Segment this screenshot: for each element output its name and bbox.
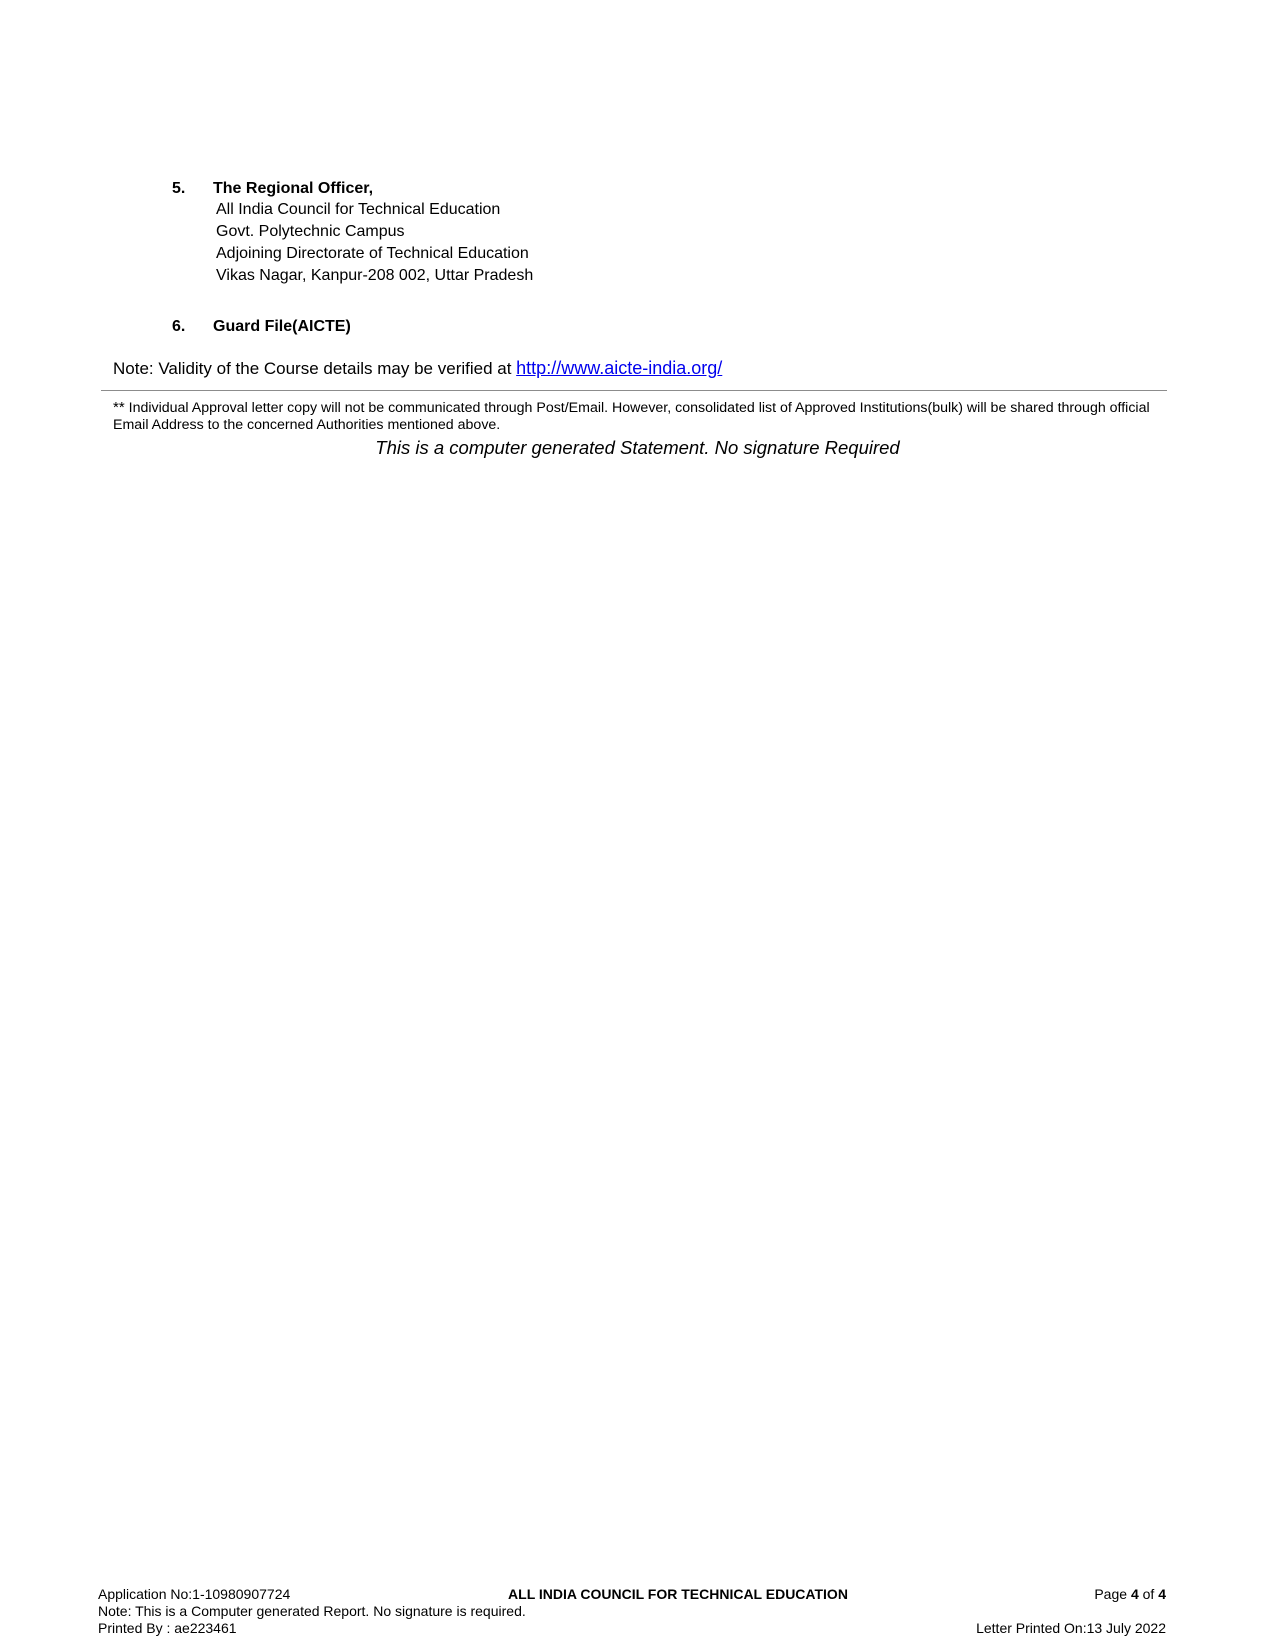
computer-generated-statement: This is a computer generated Statement. No signature Required [375,437,900,458]
disclaimer-stars: ** [113,399,125,416]
disclaimer-text [113,399,1163,434]
recipient-5-number: 5. [172,180,186,197]
recipient-5-address-line-2: Govt. Polytechnic Campus [216,223,405,240]
recipient-5-address-line-4: Vikas Nagar, Kanpur-208 002, Uttar Pradesh [216,267,534,284]
page-total: 4 [1158,1586,1166,1602]
recipient-6-number: 6. [172,318,186,335]
footer-organization-name: ALL INDIA COUNCIL FOR TECHNICAL EDUCATION [508,1586,848,1602]
page-current: 4 [1130,1586,1139,1602]
aicte-website-link[interactable]: http://www.aicte-india.org/ [516,358,723,378]
footer-page-number [1094,1586,1166,1602]
footer-application-number: Application No:1-10980907724 [98,1586,291,1602]
horizontal-divider [101,390,1167,391]
footer-printed-on: Letter Printed On:13 July 2022 [976,1620,1166,1636]
validity-note [113,358,722,379]
recipient-6-title: Guard File(AICTE) [213,318,351,335]
footer-report-note: Note: This is a Computer generated Report. No signature is required. [98,1603,526,1619]
recipient-5-address-line-3: Adjoining Directorate of Technical Education [216,245,529,262]
recipient-5-title: The Regional Officer, [213,180,374,197]
page-label: Page [1094,1586,1131,1602]
page-of: of [1138,1586,1159,1602]
validity-note-text: Note: Validity of the Course details may be verified at [113,359,517,378]
footer-printed-by: Printed By : ae223461 [98,1620,237,1636]
disclaimer-body: Individual Approval letter copy will not be communicated through Post/Email. However, consolidated list of Approved Institutions(bulk) will be shared through official Email Address to the concerned Authorities mentioned above. [113,400,1150,433]
recipient-5-address-line-1: All India Council for Technical Education [216,201,501,218]
